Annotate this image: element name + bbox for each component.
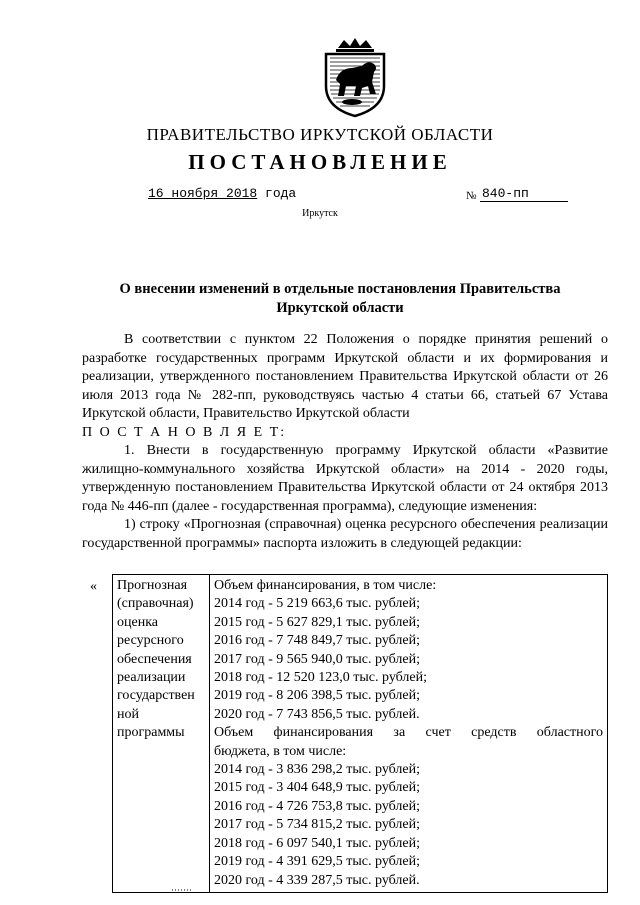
scan-mark-icon — [172, 888, 192, 892]
document-type: ПОСТАНОВЛЕНИЕ — [188, 150, 452, 174]
clause-1-paragraph: 1. Внести в государственную программу Иркутской области «Развитие жилищно-коммунального хозяйства Иркутской области» на 2014 - 2020 годы, утвержденную постановлением Правительства Иркутской области от 24 октября 2013 года № 446-пп (далее - государственная программа), следующие изменения: — [82, 443, 608, 514]
city: Иркутск — [302, 208, 338, 219]
regional-funding-row: 2017 год - 5 734 815,2 тыс. рублей; — [214, 817, 421, 833]
row-label-line: программы — [117, 725, 185, 741]
regional-funding-row: 2015 год - 3 404 648,9 тыс. рублей; — [214, 780, 421, 796]
row-label-line: ресурсного — [117, 633, 184, 649]
subject-line-2: Иркутской области — [276, 300, 404, 316]
regional-funding-row: 2019 год - 4 391 629,5 тыс. рублей; — [214, 854, 421, 870]
opening-quote: « — [90, 579, 97, 594]
resolves-heading: П О С Т А Н О В Л Я Е Т: — [82, 424, 287, 440]
row-label-cell — [113, 575, 210, 893]
subject-line-1: О внесении изменений в отдельные постановления Правительства — [119, 281, 561, 297]
row-label-line: ной — [117, 706, 139, 722]
document-subject — [100, 280, 580, 318]
regional-funding-row: 2014 год - 3 836 298,2 тыс. рублей; — [214, 762, 421, 778]
row-label-line: Прогнозная — [117, 578, 188, 593]
row-value-cell — [210, 575, 608, 893]
total-funding-row: 2016 год - 7 748 849,7 тыс. рублей; — [214, 633, 421, 649]
regional-funding-row: 2020 год - 4 339 287,5 тыс. рублей. — [214, 872, 420, 888]
row-label-line: обеспечения — [117, 651, 192, 667]
regional-funding-header-cont: бюджета, в том числе: — [214, 743, 347, 759]
regional-funding-row: 2016 год - 4 726 753,8 тыс. рублей; — [214, 798, 421, 814]
regional-funding-row: 2018 год - 6 097 540,1 тыс. рублей; — [214, 835, 421, 851]
subclause-1-paragraph: 1) строку «Прогнозная (справочная) оценка ресурсного обеспечения реализации государственной программы» паспорта изложить в следующей редакции: — [82, 517, 608, 551]
total-funding-row: 2014 год - 5 219 663,6 тыс. рублей; — [214, 596, 421, 612]
document-body — [82, 331, 608, 553]
total-funding-row: 2015 год - 5 627 829,1 тыс. рублей; — [214, 614, 421, 630]
table-row — [113, 575, 608, 893]
total-funding-row: 2017 год - 9 565 940,0 тыс. рублей; — [214, 651, 421, 667]
coat-of-arms-icon — [322, 38, 388, 118]
row-label-line: (справочная) — [117, 596, 194, 612]
total-funding-header: Объем финансирования, в том числе: — [214, 578, 437, 593]
row-label-line: оценка — [117, 614, 159, 630]
total-funding-row: 2018 год - 12 520 123,0 тыс. рублей; — [214, 670, 428, 686]
preamble-paragraph: В соответствии с пунктом 22 Положения о порядке принятия решений о разработке государственных программ Иркутской области и их формирования и реализации, утвержденного постановлением Правительства Иркутской области от 26 июля 2013 года № 282-пп, руководствуясь частью 4 статьи 66, статьей 67 Устава Иркутской области, Правительство Иркутской области — [82, 332, 608, 421]
date-value: 16 ноября 2018 — [148, 186, 258, 201]
regional-funding-header: Объем финансирования за счет средств областного — [214, 725, 603, 741]
total-funding-row: 2020 год - 7 743 856,5 тыс. рублей. — [214, 706, 420, 722]
number-label: № — [466, 190, 477, 202]
row-label-line: реализации — [117, 670, 186, 686]
document-date — [148, 186, 296, 201]
row-label-line: государствен — [117, 688, 195, 704]
resource-table — [112, 574, 608, 893]
document-number: 840-пп — [480, 186, 568, 202]
total-funding-row: 2019 год - 8 206 398,5 тыс. рублей; — [214, 688, 421, 704]
date-suffix: года — [257, 186, 297, 201]
government-name: ПРАВИТЕЛЬСТВО ИРКУТСКОЙ ОБЛАСТИ — [146, 125, 494, 144]
